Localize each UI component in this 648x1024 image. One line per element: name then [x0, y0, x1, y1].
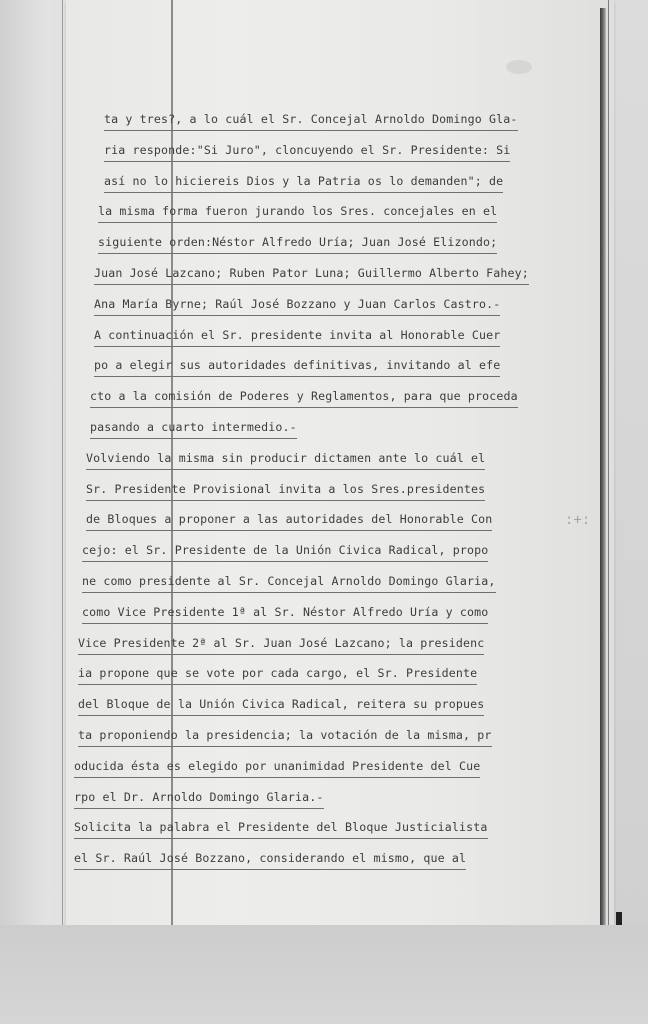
text-line: de Bloques a proponer a las autoridades del Honorable Con [74, 510, 554, 541]
text-line: oducida ésta es elegido por unanimidad Presidente del Cue [74, 757, 554, 788]
text-line: Solicita la palabra el Presidente del Bloque Justicialista [74, 818, 554, 849]
text-line: ne como presidente al Sr. Concejal Arnoldo Domingo Glaria, [74, 572, 554, 603]
text-line: Juan José Lazcano; Ruben Pator Luna; Guillermo Alberto Fahey; [74, 264, 554, 295]
text-line: cto a la comisión de Poderes y Reglamentos, para que proceda [74, 387, 554, 418]
text-line: del Bloque de la Unión Civica Radical, reitera su propues [74, 695, 554, 726]
text-line: Ana María Byrne; Raúl José Bozzano y Juan Carlos Castro.- [74, 295, 554, 326]
text-line: ria responde:"Si Juro", cloncuyendo el Sr. Presidente: Si [74, 141, 554, 172]
text-line: ta proponiendo la presidencia; la votación de la misma, pr [74, 726, 554, 757]
margin-mark: :+: [565, 512, 591, 528]
underlying-sheet-edge [62, 0, 63, 925]
text-line: Sr. Presidente Provisional invita a los Sres.presidentes [74, 480, 554, 511]
text-line: siguiente orden:Néstor Alfredo Uría; Juan José Elizondo; [74, 233, 554, 264]
text-line: po a elegir sus autoridades definitivas, invitando al efe [74, 356, 554, 387]
text-line: ta y tres?, a lo cuál el Sr. Concejal Arnoldo Domingo Gla- [74, 110, 554, 141]
typed-text-block [74, 110, 554, 880]
text-line: Volviendo la misma sin producir dictamen ante lo cuál el [74, 449, 554, 480]
right-margin-rule [608, 0, 609, 930]
text-line: Vice Presidente 2ª al Sr. Juan José Lazcano; la presidenc [74, 634, 554, 665]
text-line: el Sr. Raúl José Bozzano, considerando el mismo, que al [74, 849, 554, 880]
text-line: pasando a cuarto intermedio.- [74, 418, 554, 449]
text-line: ia propone que se vote por cada cargo, el Sr. Presidente [74, 664, 554, 695]
text-line: A continuación el Sr. presidente invita al Honorable Cuer [74, 326, 554, 357]
page-bottom-shadow [0, 925, 648, 1024]
text-line: como Vice Presidente 1ª al Sr. Néstor Alfredo Uría y como [74, 603, 554, 634]
binding-edge [600, 8, 606, 928]
text-line: la misma forma fueron jurando los Sres. concejales en el [74, 202, 554, 233]
text-line: así no lo hiciereis Dios y la Patria os lo demanden"; de [74, 172, 554, 203]
faint-stamp-mark [506, 60, 532, 74]
text-line: cejo: el Sr. Presidente de la Unión Civica Radical, propo [74, 541, 554, 572]
text-line: rpo el Dr. Arnoldo Domingo Glaria.- [74, 788, 554, 819]
